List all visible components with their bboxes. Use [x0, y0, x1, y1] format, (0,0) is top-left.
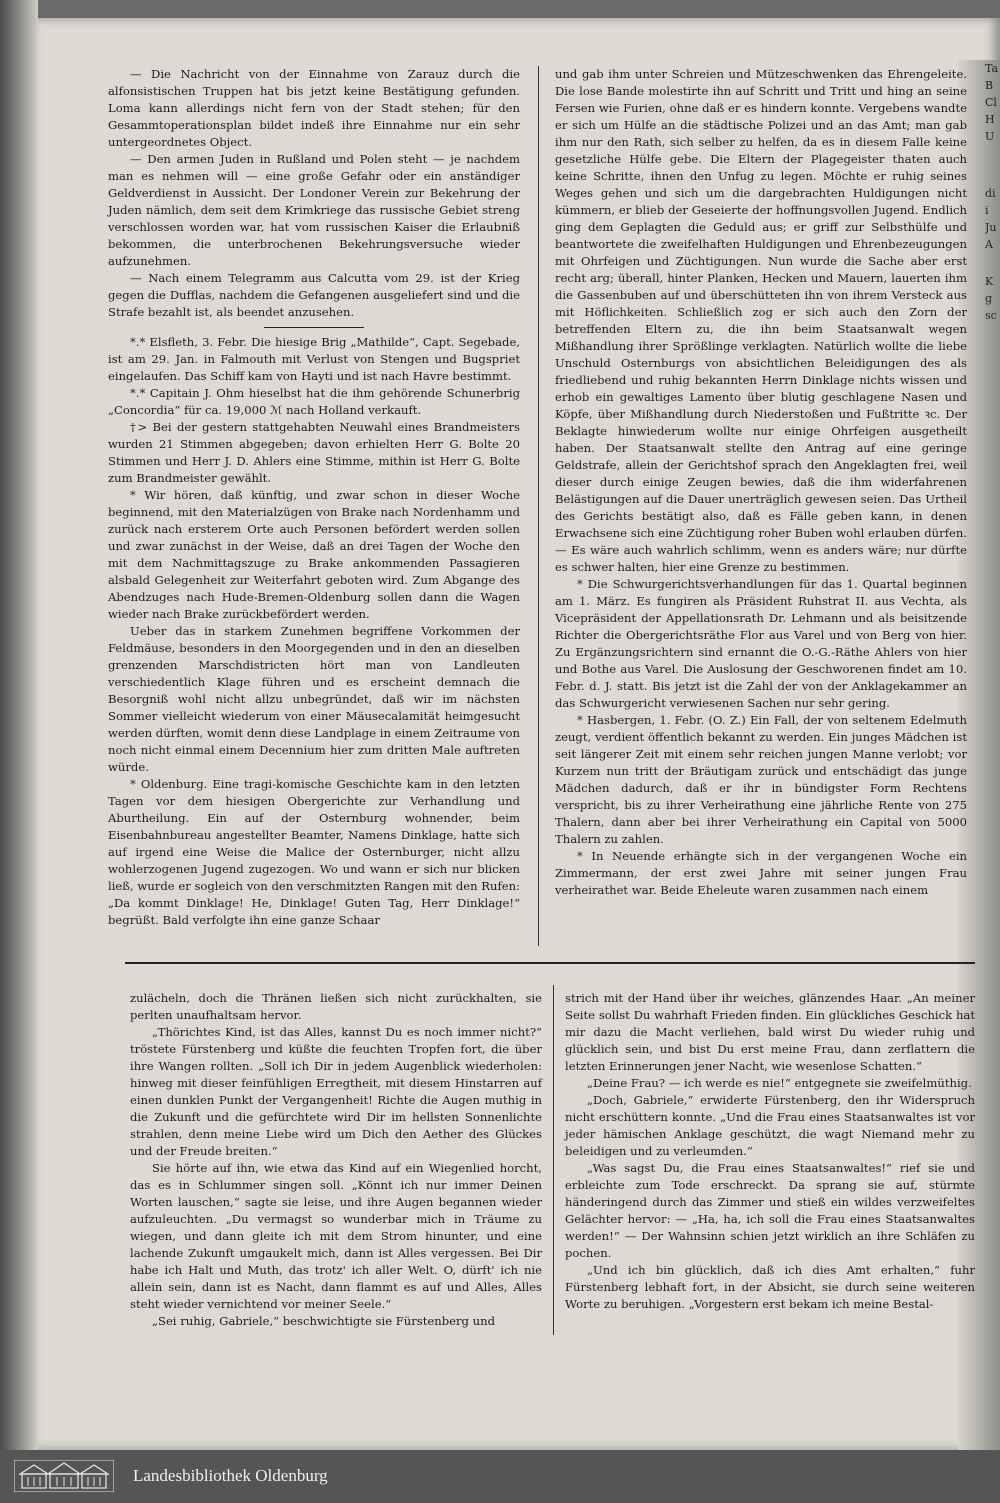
fragment: K: [985, 275, 994, 288]
fragment: sc: [985, 309, 997, 322]
story-paragraph: „Thörichtes Kind, ist das Alles, kannst Du es noch immer nicht?“ tröstete Fürstenberg und küßte die feuchten Tropfen fort, die über ihre Wangen rollten. „Soll ich Dir in jedem Augenblick wiederholen: hinweg mit dieser feinfühligen Erregtheit, mit diesem Hinstarren auf einen dunklen Punkt der Vergangenheit! Richte die Augen muthig in die Zukunft und die gefürchtete wird Dir im hellsten Sonnenlichte strahlen, denn meine Liebe wird um Dich den Aether des Glückes und der Freude breiten.“: [130, 1025, 542, 1158]
article-materialzuege: * Wir hören, daß künftig, und zwar schon in dieser Woche beginnend, mit den Materialzügen von Brake nach Nordenhamm und zurück nach ersterem Orte auch Personen befördert werden sollen und zwar zunächst in der Weise, daß an drei Tagen der Woche den mit dem Nachmittagszuge zu Brake ankommenden Passagieren alsbald Gelegenheit zur Weiterfahrt geboten wird. Zum Abgange des Abendzuges nach Hude-Bremen-Oldenburg sollen dann die Wagen wieder nach Brake zurückbefördert werden.: [108, 488, 520, 621]
fragment: i: [985, 204, 989, 217]
story-paragraph: Sie hörte auf ihn, wie etwa das Kind auf ein Wiegenlied horcht, das es in Schlummer singen soll. „Könnt ich nur immer Deinen Worten lauschen,“ sagte sie leise, und ihre Augen begannen wieder aufzuleuchten. „Du vermagst so wunderbar mich in Träume zu wiegen, und dann gleite ich mit dem Strom hinunter, und eine lachende Zukunft umgaukelt mich, dann ist Alles vergessen. Bei Dir habe ich Halt und Muth, das trotz' ich aller Welt. O, dürft' ich nie allein sein, dann ist es Nacht, dann flammt es auf und Alles, Alles steht wieder vernichtend vor meiner Seele.“: [130, 1161, 542, 1311]
article-ohm: *.* Capitain J. Ohm hieselbst hat die ihm gehörende Schunerbrig „Concordia“ für ca. 19,000 ℳ nach Holland verkauft.: [108, 386, 520, 417]
fragment: Ta: [985, 62, 999, 75]
article-schwurgericht: * Die Schwurgerichtsverhandlungen für das 1. Quartal beginnen am 1. März. Es fungiren als Präsident Ruhstrat II. aus Vechta, als Vicepräsident der Appellationsrath Dr. Lehmann und als beisitzende Richter die Obergerichtsräthe Flor aus Varel und von Berg von hier. Zu Ergänzungsrichtern sind ernannt die O.-G.-Räthe Ahlers von hier und Bothe aus Varel. Die Auslosung der Geschworenen findet am 10. Febr. d. J. statt. Bis jetzt ist die Zahl der von der Anklagekammer an das Schwurgericht verwiesenen Sachen nur sehr gering.: [555, 577, 967, 710]
fragment: U: [985, 130, 995, 143]
fragment: di: [985, 187, 996, 200]
library-name[interactable]: Landesbibliothek Oldenburg: [133, 1466, 328, 1485]
fragment: H: [985, 113, 995, 126]
library-footer: [0, 1450, 1000, 1503]
story-paragraph: „Deine Frau? — ich werde es nie!“ entgegnete sie zweifelmüthig.: [587, 1076, 972, 1090]
article-calcutta: — Nach einem Telegramm aus Calcutta vom 29. ist der Krieg gegen die Dufflas, nachdem die Gefangenen ausgeliefert sind und die Strafe bezahlt ist, als beendet anzusehen.: [108, 271, 520, 319]
article-feldmaeuse: Ueber das in starkem Zunehmen begriffene Vorkommen der Feldmäuse, besonders in den Moorgegenden und in den an dieselben grenzenden Marschdistricten hört man von Landleuten verschiedentlich Klage führen und es erscheint demnach die Besorgniß wohl nicht allzu unbegründet, daß wir im nächsten Sommer vielleicht wiederum von einer Mäusecalamität heimgesucht werden dürften, womit denn diese Landplage in einem Zeitraume von noch nicht einmal einem Decennium hier zum dritten Male auftreten würde.: [108, 624, 520, 774]
story-paragraph: „Sei ruhig, Gabriele,“ beschwichtigte sie Fürstenberg und: [152, 1314, 496, 1328]
feuilleton-column-right: [565, 990, 975, 1313]
news-column-left: [108, 66, 520, 929]
article-juden: — Den armen Juden in Rußland und Polen steht — je nachdem man es nehmen will — eine große Gefahr oder ein anständiger Geldverdienst in Aussicht. Der Londoner Verein zur Bekehrung der Juden nämlich, dem seit dem Krimkriege das russische Gebiet streng verschlossen worden war, hat vom russischen Kaiser die Erlaubniß bekommen, die unterbrochenen Bekehrungsversuche wieder aufzunehmen.: [108, 152, 520, 268]
article-neuende: * In Neuende erhängte sich in der vergangenen Woche ein Zimmermann, der erst zwei Jahre mit seiner jungen Frau verheirathet war. Beide Eheleute waren zusammen nach einem: [555, 849, 967, 897]
library-building-logo-icon[interactable]: [14, 1460, 114, 1492]
story-paragraph: „Was sagst Du, die Frau eines Staatsanwaltes!“ rief sie und erbleichte zum Tode erschreckt. Da sprang sie auf, stürmte händeringend durch das Zimmer und stieß ein wildes verzweifeltes Gelächter hervor: — „Ha, ha, ich soll die Frau eines Staatsanwaltes werden!“ — Der Wahnsinn schien jetzt wirklich an ihre Schläfen zu pochen.: [565, 1161, 975, 1260]
fragment: Cl: [985, 96, 997, 109]
column-rule-top: [538, 66, 539, 946]
story-paragraph: „Doch, Gabriele,“ erwiderte Fürstenberg, den ihr Widerspruch nicht erschüttern konnte. „Und die Frau eines Staatsanwaltes ist vor jeder hämischen Anklage geschützt, die wagt Niemand mehr zu beleidigen und zu verleumden.“: [565, 1093, 975, 1158]
article-oldenburg-cont: und gab ihm unter Schreien und Mützeschwenken das Ehrengeleite. Die lose Bande molestirte ihn auf Schritt und Tritt und hing an seine Fersen wie Furien, ohne daß er es hindern konnte. Vergebens wandte er sich um Hülfe an die städtische Polizei und an das Amt; man gab ihm nur den Rath, sich selber zu helfen, da es in diesem Falle keine gesetzliche Hülfe gebe. Die Eltern der Plagegeister thaten auch keine Schritte, ihnen den Unfug zu legen. Möchte er ruhig seines Weges gehen und sich um die dargebrachten Huldigungen nicht kümmern, er blieb der Geseierte der hoffnungsvollen Jugend. Endlich ging dem Geplagten die Geduld aus; er griff zur Selbsthülfe und beantwortete die zweifelhaften Huldigungen und Ehrenbezeugungen mit Ohrfeigen und Züchtigungen. Nun wurde die Sache aber erst recht arg; überall, hinter Planken, Hecken und Mauern, lauerten ihm die Gassenbuben auf und überschütteten ihn von ihrem Versteck aus mit Höflichkeiten. Schließlich zog er sich auch den Zorn der betreffenden Eltern zu, die ihn beim Staatsanwalt wegen Mißhandlung ihrer Sprößlinge verklagten. Natürlich wollte die liebe Unschuld Osternburgs von absichtlichen Beleidigungen des als friedliebend und ruhig bekannten Herrn Dinklage nichts wissen und erhob ein gewaltiges Lamento über blutig geschlagene Nasen und Köpfe, über Mißhandlung durch Niederstoßen und Fußtritte ꝛc. Der Beklagte hinwiederum wollte nur einige Ohrfeigen ausgetheilt haben. Der Staatsanwalt stellte den Antrag auf eine geringe Geldstrafe, allein der Gerichtshof sprach den Angeklagten frei, weil dieser durch einige Zeugen bewies, daß die ihm widerfahrenen Belästigungen auf die Dauer unerträglich gewesen seien. Das Urtheil des Gerichts bestätigt also, daß es Fälle geben kann, in denen Erwachsene sich eine Züchtigung roher Buben wohl erlauben dürfen. — Es wäre auch wahrlich schlimm, wenn es anders wäre; nur dürfte es schwer halten, hier eine Grenze zu bestimmen.: [555, 67, 967, 574]
article-brandmeister: †> Bei der gestern stattgehabten Neuwahl eines Brandmeisters wurden 21 Stimmen abgegeben; davon erhielten Herr G. Bolte 20 Stimmen und Herr J. D. Ahlers eine Stimme, mithin ist Herr G. Bolte zum Brandmeister gewählt.: [108, 420, 520, 485]
story-paragraph: „Und ich bin glücklich, daß ich dies Amt erhalten,“ fuhr Fürstenberg lebhaft fort, in der Absicht, sie durch seine weiteren Worte zu beruhigen. „Vorgestern erst bekam ich meine Bestal-: [565, 1263, 975, 1311]
fragment: B: [985, 79, 994, 92]
feuilleton-divider: [125, 962, 975, 964]
article-elsfleth: *.* Elsfleth, 3. Febr. Die hiesige Brig „Mathilde“, Capt. Segebade, ist am 29. Jan. in Falmouth mit Verlust von Stengen und Bugspriet eingelaufen. Das Schiff kam von Hayti und ist nach Havre bestimmt.: [108, 335, 520, 383]
fragment: A: [985, 238, 993, 251]
column-rule-bottom: [553, 985, 554, 1335]
page-binding-edge: [0, 0, 38, 1450]
fragment: Ju: [985, 221, 997, 234]
section-separator: [264, 327, 364, 328]
fragment: g: [985, 292, 993, 305]
next-page-fragments: [985, 60, 1000, 324]
news-column-right: [555, 66, 967, 899]
feuilleton-column-left: [130, 990, 542, 1330]
article-zarauz: — Die Nachricht von der Einnahme von Zarauz durch die alfonsistischen Truppen hat bis jetzt keine Bestätigung gefunden. Loma kann allerdings nicht fern von der Stadt stehen; für den Gesammtoperationsplan bildet indeß ihre Einnahme nur ein sehr untergeordnetes Object.: [108, 67, 520, 149]
article-hasbergen: * Hasbergen, 1. Febr. (O. Z.) Ein Fall, der von seltenem Edelmuth zeugt, verdient öffentlich bekannt zu werden. Ein junges Mädchen ist seit längerer Zeit mit einem sehr reichen jungen Manne verlobt; vor Kurzem nun tritt der Bräutigam zurück und entschädigt das junge Mädchen dadurch, daß er ihr in bündigster Form Rechtens verspricht, bis zu ihrer Verheirathung eine jährliche Rente von 275 Thalern, dann aber bei ihrer Verheirathung ein Capital von 5000 Thalern zu zahlen.: [555, 713, 967, 846]
story-paragraph: strich mit der Hand über ihr weiches, glänzendes Haar. „An meiner Seite sollst Du wahrhaft Frieden finden. Ein glückliches Geschick hat mir dazu die Macht verliehen, bald wirst Du wieder ruhig und glücklich sein, und bist Du erst meine Frau, dann zerflattern die letzten Erinnerungen jener Nacht, wie wesenlose Schatten.“: [565, 991, 975, 1073]
article-oldenburg: * Oldenburg. Eine tragi-komische Geschichte kam in den letzten Tagen vor dem hiesigen Obergerichte zur Verhandlung und Aburtheilung. Ein auf der Osternburg wohnender, beim Eisenbahnbureau angestellter Beamter, Namens Dinklage, hatte sich auf irgend eine Weise die Malice der Osternburger, nicht allzu wohlerzogenen Jugend zugezogen. Wo und wann er sich nur blicken ließ, wurde er sogleich von den verschmitzten Rangen mit den Rufen: „Da kommt Dinklage! He, Dinklage! Guten Tag, Herr Dinklage!“ begrüßt. Bald verfolgte ihn eine ganze Schaar: [108, 777, 520, 927]
story-paragraph: zulächeln, doch die Thränen ließen sich nicht zurückhalten, sie perlten unaufhaltsam hervor.: [130, 991, 542, 1022]
